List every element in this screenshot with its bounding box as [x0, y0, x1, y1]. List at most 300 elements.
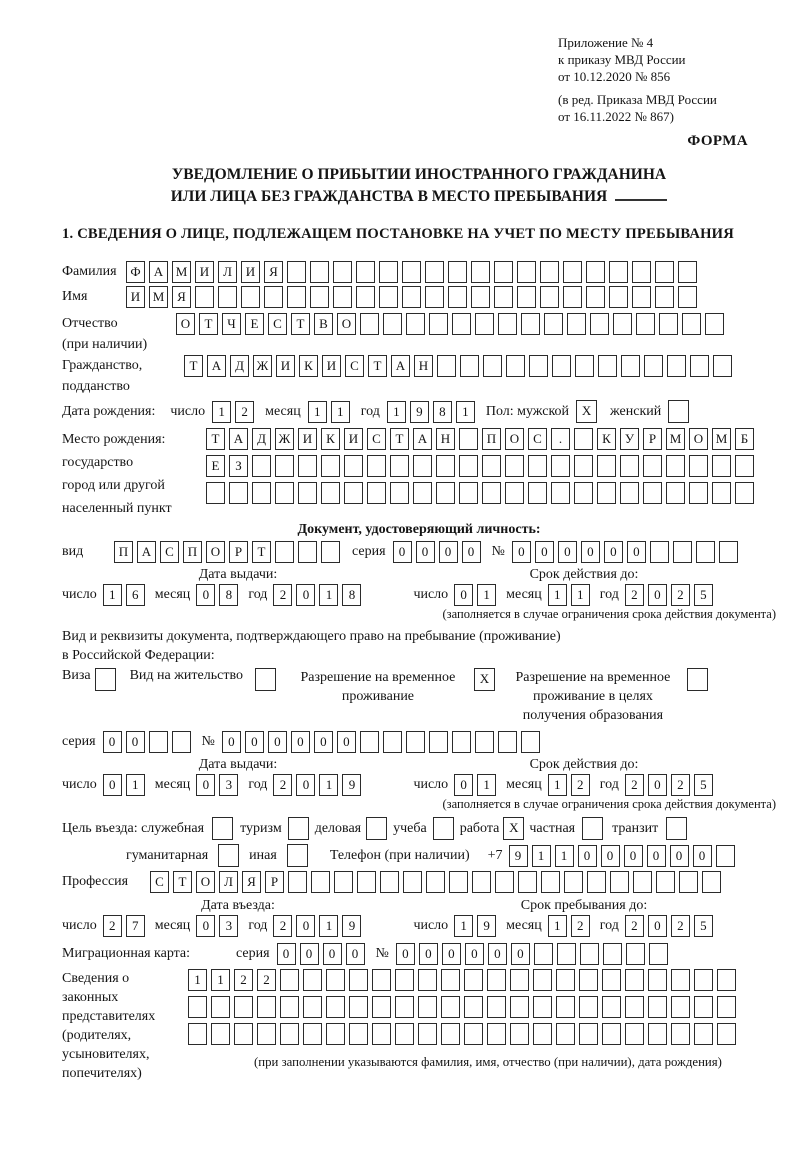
char-cell[interactable] [625, 996, 644, 1018]
char-cell[interactable] [598, 355, 617, 377]
char-cell[interactable] [564, 871, 583, 893]
char-cell[interactable] [425, 261, 444, 283]
char-cell[interactable]: 0 [454, 584, 473, 606]
char-cell[interactable] [234, 996, 253, 1018]
sex-female-checkbox[interactable] [668, 400, 689, 423]
representatives-cells-row2[interactable] [188, 996, 788, 1018]
char-cell[interactable] [518, 871, 537, 893]
char-cell[interactable]: 2 [671, 774, 690, 796]
char-cell[interactable] [459, 455, 478, 477]
char-cell[interactable]: Д [230, 355, 249, 377]
char-cell[interactable]: 2 [103, 915, 122, 937]
char-cell[interactable] [632, 261, 651, 283]
char-cell[interactable] [333, 286, 352, 308]
char-cell[interactable]: 0 [647, 845, 666, 867]
char-cell[interactable]: 0 [245, 731, 264, 753]
char-cell[interactable] [633, 871, 652, 893]
char-cell[interactable]: П [114, 541, 133, 563]
char-cell[interactable] [655, 286, 674, 308]
char-cell[interactable] [678, 286, 697, 308]
edu-permit-checkbox[interactable] [687, 668, 708, 691]
char-cell[interactable]: 2 [625, 584, 644, 606]
char-cell[interactable] [626, 943, 645, 965]
char-cell[interactable] [298, 541, 317, 563]
stay-month-cells[interactable] [548, 915, 594, 937]
char-cell[interactable] [579, 969, 598, 991]
char-cell[interactable]: 0 [103, 731, 122, 753]
char-cell[interactable]: 0 [439, 541, 458, 563]
doc-expiry-month-cells[interactable] [548, 584, 594, 606]
char-cell[interactable]: 2 [257, 969, 276, 991]
char-cell[interactable]: З [229, 455, 248, 477]
char-cell[interactable]: 0 [314, 731, 333, 753]
entry-month-cells[interactable] [196, 915, 242, 937]
char-cell[interactable]: 1 [212, 401, 231, 423]
char-cell[interactable] [529, 355, 548, 377]
char-cell[interactable] [452, 313, 471, 335]
char-cell[interactable] [556, 969, 575, 991]
char-cell[interactable] [303, 996, 322, 1018]
char-cell[interactable] [464, 1023, 483, 1045]
char-cell[interactable]: 1 [319, 915, 338, 937]
char-cell[interactable] [257, 1023, 276, 1045]
permit-issue-day-cells[interactable] [103, 774, 149, 796]
char-cell[interactable]: 1 [548, 584, 567, 606]
char-cell[interactable]: 0 [535, 541, 554, 563]
char-cell[interactable]: 1 [319, 584, 338, 606]
char-cell[interactable] [667, 355, 686, 377]
purpose-business-checkbox[interactable] [366, 817, 387, 840]
char-cell[interactable] [713, 355, 732, 377]
char-cell[interactable]: А [207, 355, 226, 377]
char-cell[interactable] [459, 428, 478, 450]
char-cell[interactable]: Т [252, 541, 271, 563]
char-cell[interactable]: 0 [419, 943, 438, 965]
char-cell[interactable] [735, 455, 754, 477]
char-cell[interactable] [275, 541, 294, 563]
char-cell[interactable] [326, 996, 345, 1018]
char-cell[interactable]: Т [368, 355, 387, 377]
char-cell[interactable]: М [666, 428, 685, 450]
char-cell[interactable] [357, 871, 376, 893]
char-cell[interactable] [705, 313, 724, 335]
char-cell[interactable] [679, 871, 698, 893]
char-cell[interactable]: Ж [275, 428, 294, 450]
char-cell[interactable]: 0 [222, 731, 241, 753]
permit-number-cells[interactable] [222, 731, 544, 753]
char-cell[interactable]: М [172, 261, 191, 283]
char-cell[interactable] [533, 996, 552, 1018]
purpose-tourism-checkbox[interactable] [288, 817, 309, 840]
purpose-other-checkbox[interactable] [287, 844, 308, 867]
char-cell[interactable]: X [474, 668, 495, 691]
char-cell[interactable]: 1 [532, 845, 551, 867]
char-cell[interactable]: О [196, 871, 215, 893]
char-cell[interactable] [310, 261, 329, 283]
char-cell[interactable] [687, 668, 708, 691]
char-cell[interactable] [636, 313, 655, 335]
char-cell[interactable] [287, 844, 308, 867]
permit-issue-year-cells[interactable] [273, 774, 365, 796]
char-cell[interactable] [360, 313, 379, 335]
char-cell[interactable] [459, 482, 478, 504]
char-cell[interactable]: 1 [548, 774, 567, 796]
char-cell[interactable] [603, 943, 622, 965]
char-cell[interactable] [574, 455, 593, 477]
char-cell[interactable]: 1 [548, 915, 567, 937]
char-cell[interactable]: Е [206, 455, 225, 477]
char-cell[interactable] [303, 969, 322, 991]
char-cell[interactable] [321, 455, 340, 477]
char-cell[interactable]: Б [735, 428, 754, 450]
char-cell[interactable] [510, 1023, 529, 1045]
char-cell[interactable] [610, 871, 629, 893]
char-cell[interactable] [436, 455, 455, 477]
purpose-private-checkbox[interactable] [582, 817, 603, 840]
char-cell[interactable] [643, 482, 662, 504]
char-cell[interactable]: 0 [648, 584, 667, 606]
char-cell[interactable]: 0 [296, 915, 315, 937]
char-cell[interactable] [257, 996, 276, 1018]
char-cell[interactable] [188, 1023, 207, 1045]
char-cell[interactable]: А [229, 428, 248, 450]
char-cell[interactable] [717, 969, 736, 991]
char-cell[interactable] [287, 286, 306, 308]
char-cell[interactable] [682, 313, 701, 335]
doc-issue-month-cells[interactable] [196, 584, 242, 606]
char-cell[interactable] [563, 286, 582, 308]
char-cell[interactable]: 0 [300, 943, 319, 965]
char-cell[interactable] [648, 996, 667, 1018]
char-cell[interactable] [425, 286, 444, 308]
char-cell[interactable] [556, 1023, 575, 1045]
char-cell[interactable]: И [241, 261, 260, 283]
char-cell[interactable]: П [482, 428, 501, 450]
char-cell[interactable] [433, 817, 454, 840]
char-cell[interactable] [540, 261, 559, 283]
char-cell[interactable] [395, 996, 414, 1018]
char-cell[interactable] [475, 313, 494, 335]
char-cell[interactable] [464, 969, 483, 991]
char-cell[interactable]: 2 [273, 915, 292, 937]
char-cell[interactable]: О [689, 428, 708, 450]
char-cell[interactable]: 0 [670, 845, 689, 867]
char-cell[interactable]: Р [643, 428, 662, 450]
char-cell[interactable] [712, 455, 731, 477]
char-cell[interactable] [395, 969, 414, 991]
char-cell[interactable]: 2 [571, 915, 590, 937]
char-cell[interactable] [149, 731, 168, 753]
char-cell[interactable] [211, 996, 230, 1018]
char-cell[interactable] [648, 1023, 667, 1045]
char-cell[interactable] [418, 969, 437, 991]
char-cell[interactable] [656, 871, 675, 893]
char-cell[interactable] [252, 455, 271, 477]
char-cell[interactable] [380, 871, 399, 893]
char-cell[interactable]: И [322, 355, 341, 377]
char-cell[interactable]: А [413, 428, 432, 450]
char-cell[interactable]: 2 [273, 584, 292, 606]
char-cell[interactable] [252, 482, 271, 504]
char-cell[interactable] [234, 1023, 253, 1045]
char-cell[interactable]: 0 [296, 774, 315, 796]
char-cell[interactable] [472, 871, 491, 893]
char-cell[interactable]: 1 [319, 774, 338, 796]
char-cell[interactable] [735, 482, 754, 504]
char-cell[interactable] [671, 996, 690, 1018]
char-cell[interactable]: 0 [604, 541, 623, 563]
char-cell[interactable]: Т [184, 355, 203, 377]
char-cell[interactable] [402, 286, 421, 308]
char-cell[interactable] [280, 1023, 299, 1045]
char-cell[interactable]: 0 [396, 943, 415, 965]
char-cell[interactable]: Л [219, 871, 238, 893]
char-cell[interactable] [288, 817, 309, 840]
char-cell[interactable]: А [391, 355, 410, 377]
char-cell[interactable] [655, 261, 674, 283]
char-cell[interactable]: 9 [410, 401, 429, 423]
char-cell[interactable]: 2 [234, 969, 253, 991]
char-cell[interactable] [188, 996, 207, 1018]
char-cell[interactable] [406, 313, 425, 335]
char-cell[interactable] [311, 871, 330, 893]
char-cell[interactable] [506, 355, 525, 377]
char-cell[interactable] [280, 969, 299, 991]
char-cell[interactable] [372, 969, 391, 991]
char-cell[interactable] [452, 731, 471, 753]
char-cell[interactable] [390, 455, 409, 477]
char-cell[interactable] [406, 731, 425, 753]
char-cell[interactable]: 2 [571, 774, 590, 796]
char-cell[interactable] [218, 286, 237, 308]
doc-expiry-day-cells[interactable] [454, 584, 500, 606]
char-cell[interactable] [275, 482, 294, 504]
char-cell[interactable] [418, 1023, 437, 1045]
char-cell[interactable] [517, 261, 536, 283]
char-cell[interactable] [716, 845, 735, 867]
char-cell[interactable]: 0 [648, 774, 667, 796]
char-cell[interactable] [367, 455, 386, 477]
char-cell[interactable] [579, 996, 598, 1018]
char-cell[interactable] [483, 355, 502, 377]
char-cell[interactable] [334, 871, 353, 893]
char-cell[interactable]: 8 [219, 584, 238, 606]
char-cell[interactable] [702, 871, 721, 893]
char-cell[interactable] [494, 286, 513, 308]
phone-cells[interactable] [509, 845, 739, 867]
char-cell[interactable]: 0 [393, 541, 412, 563]
char-cell[interactable] [429, 731, 448, 753]
char-cell[interactable] [448, 261, 467, 283]
char-cell[interactable] [344, 455, 363, 477]
char-cell[interactable] [668, 400, 689, 423]
stay-year-cells[interactable] [625, 915, 717, 937]
permit-expiry-day-cells[interactable] [454, 774, 500, 796]
char-cell[interactable] [557, 943, 576, 965]
char-cell[interactable]: 5 [694, 774, 713, 796]
residence-checkbox[interactable] [255, 668, 276, 691]
char-cell[interactable]: 0 [296, 584, 315, 606]
char-cell[interactable] [551, 455, 570, 477]
char-cell[interactable]: 3 [219, 915, 238, 937]
char-cell[interactable]: Т [390, 428, 409, 450]
char-cell[interactable] [349, 1023, 368, 1045]
char-cell[interactable]: Т [206, 428, 225, 450]
char-cell[interactable] [172, 731, 191, 753]
char-cell[interactable]: 0 [454, 774, 473, 796]
char-cell[interactable]: Т [291, 313, 310, 335]
char-cell[interactable]: Н [414, 355, 433, 377]
char-cell[interactable]: А [137, 541, 156, 563]
char-cell[interactable] [379, 286, 398, 308]
char-cell[interactable]: 1 [211, 969, 230, 991]
birth-year-cells[interactable] [387, 401, 479, 423]
char-cell[interactable] [625, 1023, 644, 1045]
doc-type-cells[interactable] [114, 541, 344, 563]
visa-checkbox[interactable] [95, 668, 116, 691]
char-cell[interactable] [264, 286, 283, 308]
char-cell[interactable]: К [321, 428, 340, 450]
char-cell[interactable] [533, 1023, 552, 1045]
char-cell[interactable] [413, 455, 432, 477]
char-cell[interactable]: 1 [571, 584, 590, 606]
birth-month-cells[interactable] [308, 401, 354, 423]
char-cell[interactable]: 7 [126, 915, 145, 937]
char-cell[interactable] [602, 969, 621, 991]
char-cell[interactable] [521, 731, 540, 753]
char-cell[interactable] [602, 1023, 621, 1045]
char-cell[interactable]: 1 [126, 774, 145, 796]
char-cell[interactable]: 0 [462, 541, 481, 563]
char-cell[interactable]: 0 [277, 943, 296, 965]
char-cell[interactable]: X [503, 817, 524, 840]
char-cell[interactable] [586, 261, 605, 283]
char-cell[interactable] [333, 261, 352, 283]
stay-day-cells[interactable] [454, 915, 500, 937]
char-cell[interactable] [666, 817, 687, 840]
char-cell[interactable] [717, 996, 736, 1018]
char-cell[interactable] [689, 482, 708, 504]
char-cell[interactable] [579, 1023, 598, 1045]
char-cell[interactable] [505, 455, 524, 477]
doc-expiry-year-cells[interactable] [625, 584, 717, 606]
char-cell[interactable]: 5 [694, 915, 713, 937]
char-cell[interactable]: 0 [196, 774, 215, 796]
char-cell[interactable] [303, 1023, 322, 1045]
char-cell[interactable]: Л [218, 261, 237, 283]
char-cell[interactable]: 0 [578, 845, 597, 867]
char-cell[interactable]: О [505, 428, 524, 450]
char-cell[interactable] [372, 1023, 391, 1045]
char-cell[interactable]: С [345, 355, 364, 377]
name-cells[interactable] [126, 286, 701, 308]
char-cell[interactable] [212, 817, 233, 840]
char-cell[interactable] [552, 355, 571, 377]
char-cell[interactable] [429, 313, 448, 335]
char-cell[interactable] [620, 482, 639, 504]
char-cell[interactable] [229, 482, 248, 504]
char-cell[interactable] [356, 286, 375, 308]
char-cell[interactable]: М [712, 428, 731, 450]
char-cell[interactable]: 3 [219, 774, 238, 796]
char-cell[interactable] [671, 969, 690, 991]
char-cell[interactable]: Д [252, 428, 271, 450]
char-cell[interactable] [648, 969, 667, 991]
char-cell[interactable]: 0 [581, 541, 600, 563]
char-cell[interactable]: 2 [671, 915, 690, 937]
char-cell[interactable]: 9 [509, 845, 528, 867]
char-cell[interactable]: 0 [337, 731, 356, 753]
patronymic-cells[interactable] [176, 313, 728, 335]
permit-expiry-year-cells[interactable] [625, 774, 717, 796]
char-cell[interactable]: 1 [454, 915, 473, 937]
char-cell[interactable]: С [160, 541, 179, 563]
char-cell[interactable]: 1 [387, 401, 406, 423]
char-cell[interactable]: Ж [253, 355, 272, 377]
char-cell[interactable] [644, 355, 663, 377]
char-cell[interactable]: 1 [555, 845, 574, 867]
char-cell[interactable] [621, 355, 640, 377]
char-cell[interactable] [413, 482, 432, 504]
char-cell[interactable] [441, 969, 460, 991]
char-cell[interactable] [690, 355, 709, 377]
char-cell[interactable]: 2 [671, 584, 690, 606]
char-cell[interactable] [597, 482, 616, 504]
char-cell[interactable]: 9 [477, 915, 496, 937]
char-cell[interactable] [673, 541, 692, 563]
char-cell[interactable] [436, 482, 455, 504]
char-cell[interactable] [533, 969, 552, 991]
char-cell[interactable]: 1 [103, 584, 122, 606]
char-cell[interactable]: С [528, 428, 547, 450]
char-cell[interactable]: 6 [126, 584, 145, 606]
char-cell[interactable] [534, 943, 553, 965]
char-cell[interactable]: 0 [416, 541, 435, 563]
char-cell[interactable] [613, 313, 632, 335]
char-cell[interactable] [609, 261, 628, 283]
char-cell[interactable] [356, 261, 375, 283]
permit-series-cells[interactable] [103, 731, 195, 753]
migcard-number-cells[interactable] [396, 943, 672, 965]
char-cell[interactable] [590, 313, 609, 335]
char-cell[interactable]: 1 [456, 401, 475, 423]
char-cell[interactable] [666, 455, 685, 477]
char-cell[interactable] [694, 1023, 713, 1045]
char-cell[interactable]: П [183, 541, 202, 563]
char-cell[interactable]: У [620, 428, 639, 450]
char-cell[interactable] [671, 1023, 690, 1045]
char-cell[interactable]: Т [173, 871, 192, 893]
char-cell[interactable]: 1 [188, 969, 207, 991]
char-cell[interactable]: 1 [477, 774, 496, 796]
char-cell[interactable]: 2 [273, 774, 292, 796]
char-cell[interactable] [448, 286, 467, 308]
doc-number-cells[interactable] [512, 541, 742, 563]
char-cell[interactable]: В [314, 313, 333, 335]
char-cell[interactable]: Т [199, 313, 218, 335]
char-cell[interactable]: . [551, 428, 570, 450]
char-cell[interactable] [379, 261, 398, 283]
char-cell[interactable]: А [149, 261, 168, 283]
char-cell[interactable] [241, 286, 260, 308]
char-cell[interactable] [275, 455, 294, 477]
char-cell[interactable] [280, 996, 299, 1018]
char-cell[interactable]: 2 [235, 401, 254, 423]
char-cell[interactable] [587, 871, 606, 893]
char-cell[interactable] [426, 871, 445, 893]
char-cell[interactable] [390, 482, 409, 504]
char-cell[interactable] [460, 355, 479, 377]
